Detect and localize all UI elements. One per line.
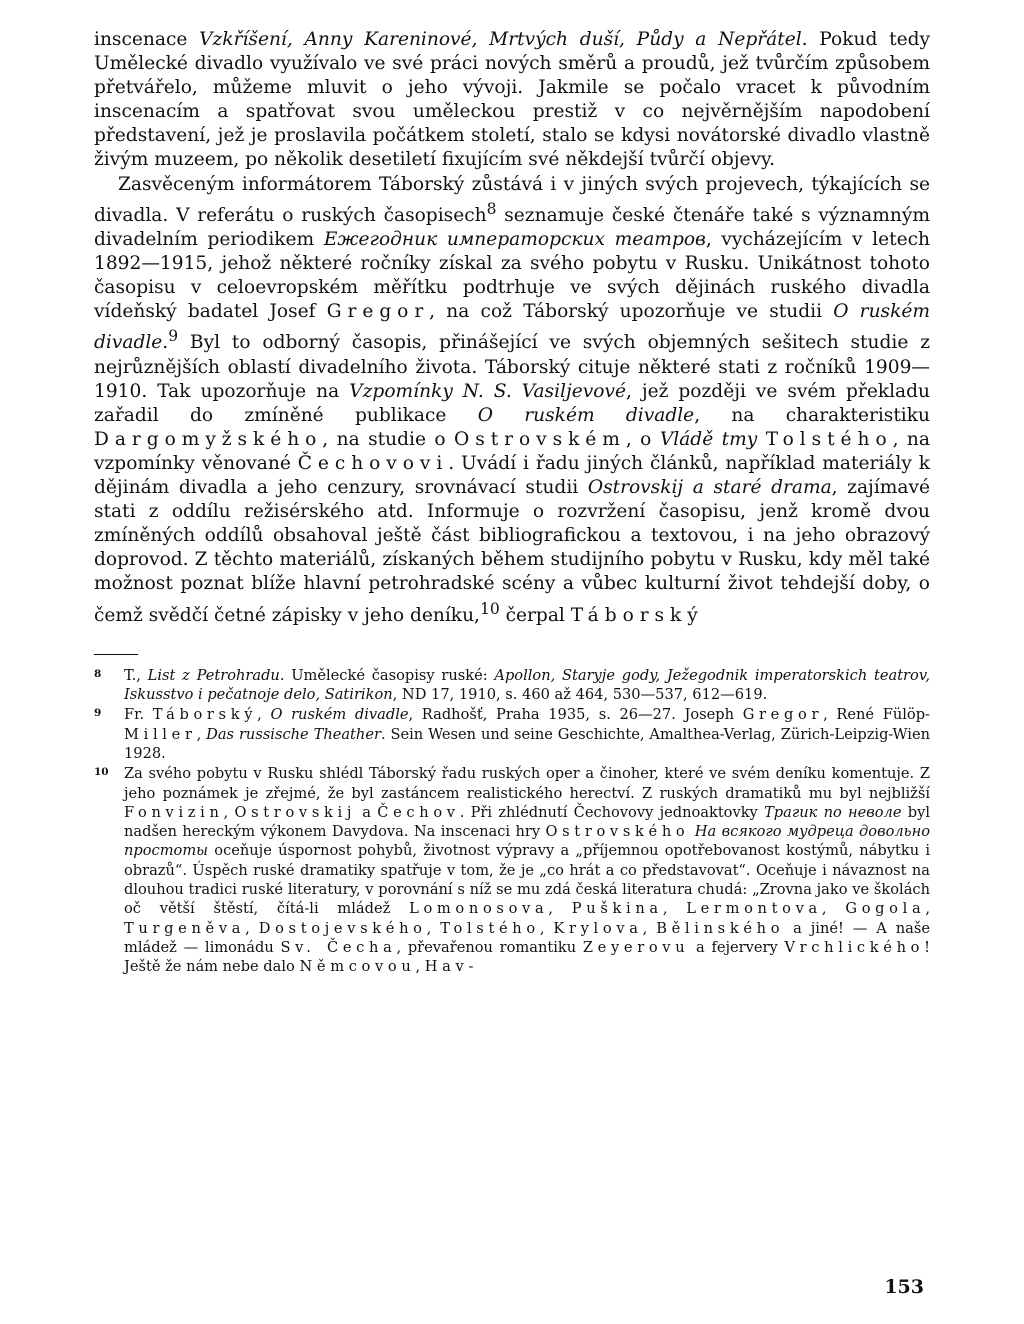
spaced-name: Miller (124, 725, 197, 743)
text-run: , ND 17, 1910, s. 460 až 464, 530—537, 612—619. (392, 686, 768, 704)
text-run: , (257, 706, 271, 724)
text-run: , vycházejícím v letech 1892—1915, jehož některé ročníky získal za svého pobytu v Rusku. Unikátnost tohoto časopisu v celoevropském měřítku podtrhuje ve svých dějinách ruského divadla vídeňský badatel Josef (94, 228, 930, 323)
spaced-name: Čechovovi (297, 452, 449, 474)
spaced-name: Gogola (845, 900, 926, 918)
text-run: čerpal (499, 604, 571, 626)
text-run: , (539, 919, 554, 937)
footnote-number: 9 (94, 707, 102, 720)
text-run: , (662, 900, 687, 918)
text-run: a (356, 803, 378, 821)
spaced-name: Fonvizin (124, 803, 224, 821)
text-run: , zajímavé stati z oddílu režisérského atd. Informuje o rozvržení časopisu, jenž kromě dvou zmíněných oddílů obsahoval ještě část bibliografickou a textovou, i na jeho obrazový doprovod. Z těchto materiálů, získaných během studijního pobytu v Rusku, kdy měl také možnost poznat blíže hlavní petrohradské scény a vůbec kulturní život tehdejší doby, o čemž svědčí četné zápisky v jeho deníku, (94, 477, 930, 626)
text-run: Zasvěceným informátorem Táborský zůstává i v jiných svých projevech, týkajících se divadla. V referátu o ruských časopisech (94, 173, 930, 226)
footnote-8 (94, 666, 930, 705)
text-run: , (925, 900, 930, 918)
text-run: , (821, 900, 846, 918)
text-run: Za svého pobytu v Rusku shlédl Táborský řadu ruských oper a činoher, které ve svém deníku komentuje. Z jeho poznámek je zřejmé, že byl zastáncem realistického herectví. Z ruských dramatiků mu byl nejbližší (124, 765, 930, 802)
italic-title: Ostrovskij a staré drama (587, 477, 832, 499)
spaced-name: Sv. Čecha (280, 938, 397, 956)
italic-title: Vládě tmy (659, 428, 758, 450)
text-run: , (196, 725, 207, 743)
text-run: seznamuje české čtenáře také s významným divadelním periodikem (94, 204, 930, 250)
text-run: a jiné! — A naše mládež — limonádu (124, 919, 931, 956)
footnote-ref: 8 (486, 199, 497, 218)
book-page (94, 28, 930, 1298)
text-run: , na studie o (322, 428, 455, 450)
spaced-name: Ostrovském (454, 428, 626, 450)
spaced-name: Lomonosova (409, 900, 549, 918)
text-run: , na vzpomínky věnované (94, 428, 930, 474)
text-run: byl nadšen hereckým výkonem Davydova. Na inscenaci hry (124, 803, 930, 841)
footnote-ref: 10 (479, 599, 500, 618)
spaced-name: Bělinského (656, 919, 785, 937)
italic-title: O ruském divadle (94, 301, 930, 354)
text-run: Fr. (124, 706, 153, 724)
text-run: inscenace (94, 29, 200, 50)
text-run: T., (124, 666, 148, 684)
footnote-text (124, 764, 930, 976)
paragraph-continuation (94, 28, 930, 173)
text-run: , (548, 900, 572, 918)
page-number: 153 (884, 1276, 924, 1298)
italic-title: List z Petrohradu (147, 666, 280, 684)
italic-title: Vzpomínky N. S. Vasiljevové (349, 380, 626, 402)
spaced-name: Gregor (742, 706, 824, 724)
text-run: . Umělecké časopisy ruské: (279, 666, 495, 684)
spaced-name: Čechov (377, 803, 460, 821)
spaced-name: Hav- (424, 958, 479, 976)
text-run: , (426, 919, 441, 937)
footnote-separator (94, 654, 138, 655)
text-run: , o (625, 428, 660, 450)
italic-title: Das russische Theather (206, 725, 381, 743)
text-run: , (642, 919, 657, 937)
text-run (757, 429, 765, 450)
footnote-9 (94, 705, 930, 763)
footnote-ref: 9 (168, 327, 179, 346)
italic-title-russian: Трагик по неволе (764, 803, 902, 821)
spaced-name: Ostrovskij (234, 803, 357, 821)
footnote-number: 8 (94, 667, 102, 680)
footnote-text (124, 666, 930, 705)
text-run: oceňuje úspornost pohybů, životnost výpravy a „příjemnou opotřebovanost kostýmů, nábytku i obrazů“. Úspěch ruské dramatiky spatřuje v tom, že je „co hrát a co představovat“. Oceňuje i návaznost na dlouhou tradici ruské literatury, v porovnání s níž se mu zdá česká literatura chudá: „Zrovna jako ve školách oč větší štěstí, čítá-li mládež (124, 842, 930, 918)
italic-title-russian: На всякого мудреца довольно простоты (124, 823, 931, 860)
paragraph (94, 173, 930, 628)
spaced-name: Turgeněva (124, 919, 246, 937)
spaced-name: Vrchlického (784, 938, 925, 956)
text-run: . Při zhlédnutí Čechovovy jednoaktovky (459, 803, 765, 821)
spaced-name: Tolstého (765, 428, 893, 450)
text-run: . Pokud tedy Umělecké divadlo využívalo ve své práci nových směrů a proudů, jež tvůrčím způsobem přetvářelo, můžeme mluvit o jeho vývoji. Jakmile se počalo vracet k původním inscenacím a spatřovat svou uměleckou prestiž v co nejvěrnějším napodobení představení, jež je proslavila počátkem století, stalo se kdysi novátorské divadlo vlastně živým muzeem, po několik desetiletí fixujícím své někdejší tvůrčí objevy. (94, 29, 930, 171)
text-run: , na charakteristiku (694, 404, 930, 426)
text-run: , jež později ve svém překladu zařadil do zmíněné publikace (94, 380, 931, 426)
spaced-name: Táborský (570, 604, 704, 626)
spaced-name: Tolstého (440, 919, 540, 937)
spaced-name: Táborský (152, 706, 258, 724)
footnote-number: 10 (94, 766, 109, 779)
text-run: , převařenou romantiku (396, 938, 583, 956)
spaced-name: Gregor (326, 301, 430, 323)
spaced-name: Dostojevského (258, 919, 427, 937)
spaced-name: Lermontova (686, 900, 822, 918)
text-run: , na což Táborský upozorňuje ve studii (429, 301, 834, 323)
spaced-name: Puškina (571, 900, 663, 918)
italic-title: O ruském divadle (270, 706, 409, 724)
text-run: , René Fülöp- (823, 706, 930, 724)
text-run: a fejervery (689, 938, 785, 956)
spaced-name: Dargomyžského (94, 428, 323, 450)
text-run: , (245, 919, 259, 937)
spaced-name: Němcovou (299, 958, 416, 976)
text-run: Byl to odborný časopis, přinášející ve svých objemných sešitech studie z nejrůznějších oblastí divadelního života. Táborský cituje některé stati z ročníků 1909—1910. Tak upozorňuje na (94, 332, 930, 402)
text-run: ! Ještě že nám nebe dalo (124, 938, 930, 976)
text-run: , (415, 958, 425, 976)
text-run: , (223, 803, 235, 821)
text-run: , Radhošť, Praha 1935, s. 26—27. Joseph (408, 706, 743, 724)
main-text (94, 28, 930, 628)
text-run: . (162, 332, 169, 354)
spaced-name: Zeyerovu (582, 938, 690, 956)
text-run: . Sein Wesen und seine Geschichte, Amalthea-Verlag, Zürich-Leipzig-Wien 1928. (124, 725, 931, 762)
footnotes (94, 666, 930, 977)
footnote-text (124, 705, 930, 763)
spaced-name: Krylova (553, 919, 643, 937)
italic-title-russian: Ежегодник императорских театров (323, 228, 706, 250)
footnote-10 (94, 764, 930, 976)
spaced-name: Ostrovského (545, 823, 690, 841)
italic-titles: Vzkříšení, Anny Kareninové, Mrtvých duší, Půdy a Nepřátel (199, 29, 802, 50)
italic-title: Apollon, Staryje gody, Ježegodnik imperatorskich teatrov, Iskusstvo i pečatnoje delo, Satirikon (124, 666, 930, 704)
text-run: . Uvádí i řadu jiných článků, například materiály k dějinám divadla a jeho cenzury, srovnávací studii (94, 452, 930, 499)
italic-title: O ruském divadle (477, 404, 695, 426)
